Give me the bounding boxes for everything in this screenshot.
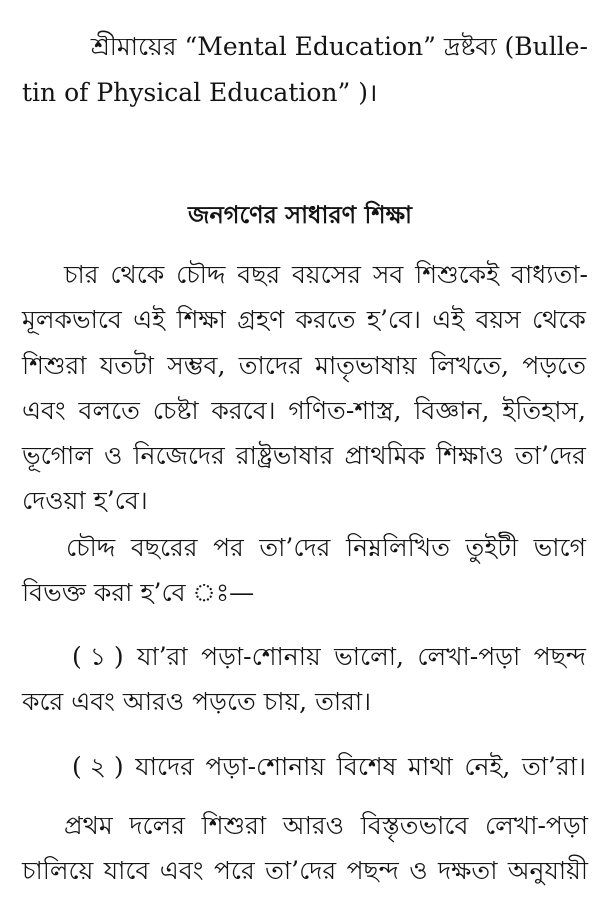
word: চার bbox=[64, 260, 99, 289]
word: শিক্ষাও bbox=[436, 441, 504, 470]
word: তা’দের bbox=[514, 441, 586, 470]
word: ( ২ ) bbox=[72, 752, 124, 781]
word: ও bbox=[103, 441, 123, 470]
word: এবং bbox=[22, 396, 66, 425]
list-item-2-line-1 bbox=[0, 750, 600, 784]
paragraph-1-line-2 bbox=[0, 303, 600, 337]
word: মাতৃভাষায় bbox=[315, 351, 417, 380]
paragraph-1-line-4 bbox=[0, 394, 600, 428]
word: করতে bbox=[295, 305, 356, 334]
word: মাথা bbox=[408, 752, 453, 781]
paragraph-3-line-1 bbox=[0, 809, 600, 843]
word: মূলকভাবে bbox=[22, 305, 122, 334]
paragraph-1-line-5 bbox=[0, 439, 600, 473]
word: যা’রা bbox=[137, 642, 188, 671]
word: দক্ষতা bbox=[438, 856, 498, 885]
word: শিশুরা bbox=[201, 811, 267, 840]
word: নিম্নলিখিত bbox=[345, 533, 450, 562]
word: শিক্ষা bbox=[176, 305, 226, 334]
word: এবং bbox=[159, 856, 204, 885]
word: পর bbox=[213, 533, 244, 562]
word: পড়া-শোনায় bbox=[201, 642, 321, 671]
word: রাষ্ট্রভাষার bbox=[235, 441, 334, 470]
word: বছরের bbox=[130, 533, 198, 562]
word: এই bbox=[133, 305, 166, 334]
word: দলের bbox=[129, 811, 185, 840]
note-line-2: tin of Physical Education” )। bbox=[22, 78, 378, 107]
word: লিখতে, bbox=[430, 351, 509, 380]
word: পড়া-শোনায় bbox=[205, 752, 326, 781]
word: ও bbox=[409, 856, 428, 885]
word: করবে। bbox=[211, 396, 276, 425]
word: বিজ্ঞান, bbox=[414, 396, 490, 425]
word: ভাগে bbox=[533, 533, 586, 562]
word: পছন্দ bbox=[346, 856, 399, 885]
word: লেখা-পড়া bbox=[485, 811, 588, 840]
word: যাদের bbox=[135, 752, 194, 781]
word: যতটা bbox=[99, 351, 154, 380]
paragraph-2-line-2: বিভক্ত করা হ’বে ঃ— bbox=[22, 578, 255, 607]
word: ভূগোল bbox=[22, 441, 93, 470]
paragraph-1-line-3 bbox=[0, 349, 600, 383]
section-heading: জনগণের সাধারণ শিক্ষা bbox=[187, 200, 412, 229]
word: গ্রহণ bbox=[237, 305, 285, 334]
word: হ’বে। bbox=[366, 305, 421, 334]
word: ( ১ ) bbox=[72, 642, 124, 671]
paragraph-2-line-1 bbox=[0, 531, 600, 565]
word: সব bbox=[372, 260, 404, 289]
word: সম্ভব, bbox=[167, 351, 226, 380]
word: ইতিহাস, bbox=[502, 396, 586, 425]
word: শিশুকেই bbox=[415, 260, 500, 289]
word: বলতে bbox=[78, 396, 140, 425]
paragraph-3-line-2 bbox=[0, 854, 600, 888]
word: থেকে bbox=[110, 260, 165, 289]
word: তা’রা। bbox=[522, 752, 586, 781]
word: তুইটী bbox=[465, 533, 519, 562]
word: এই bbox=[432, 305, 465, 334]
word: নেই, bbox=[464, 752, 511, 781]
word: প্রথম bbox=[64, 811, 113, 840]
word: পছন্দ bbox=[533, 642, 586, 671]
word: যাবে bbox=[103, 856, 150, 885]
note-line-1: শ্রীমায়ের “Mental Education” দ্রষ্টব্য (Bulle- bbox=[90, 32, 588, 61]
word: তা’দের bbox=[259, 533, 331, 562]
list-item-1-line-2: করে এবং আরও পড়তে চায়, তারা। bbox=[22, 687, 372, 716]
word: চালিয়ে bbox=[22, 856, 94, 885]
word: লেখা-পড়া bbox=[417, 642, 521, 671]
word: গণিত-শাস্ত্র, bbox=[288, 396, 402, 425]
word: পড়তে bbox=[522, 351, 586, 380]
word: বয়স bbox=[475, 305, 521, 334]
word: বিশেষ bbox=[336, 752, 397, 781]
word: তাদের bbox=[238, 351, 302, 380]
word: শিশুরা bbox=[22, 351, 87, 380]
word: তা’দের bbox=[265, 856, 337, 885]
word: অনুযায়ী bbox=[507, 856, 588, 885]
word: চৌদ্দ bbox=[176, 260, 226, 289]
word: পরে bbox=[213, 856, 255, 885]
word: আরও bbox=[282, 811, 345, 840]
word: বছর bbox=[237, 260, 281, 289]
word: ভালো, bbox=[334, 642, 404, 671]
word: বিস্তৃতভাবে bbox=[360, 811, 469, 840]
word: বয়সের bbox=[292, 260, 361, 289]
word: বাধ্যতা- bbox=[511, 260, 588, 289]
word: চৌদ্দ bbox=[66, 533, 116, 562]
list-item-1-line-1 bbox=[0, 640, 600, 674]
paragraph-1-line-6: দেওয়া হ’বে। bbox=[22, 486, 148, 515]
word: প্রাথমিক bbox=[344, 441, 426, 470]
paragraph-1-line-1 bbox=[0, 258, 600, 292]
word: থেকে bbox=[532, 305, 586, 334]
word: চেষ্টা bbox=[152, 396, 199, 425]
word: নিজেদের bbox=[133, 441, 225, 470]
